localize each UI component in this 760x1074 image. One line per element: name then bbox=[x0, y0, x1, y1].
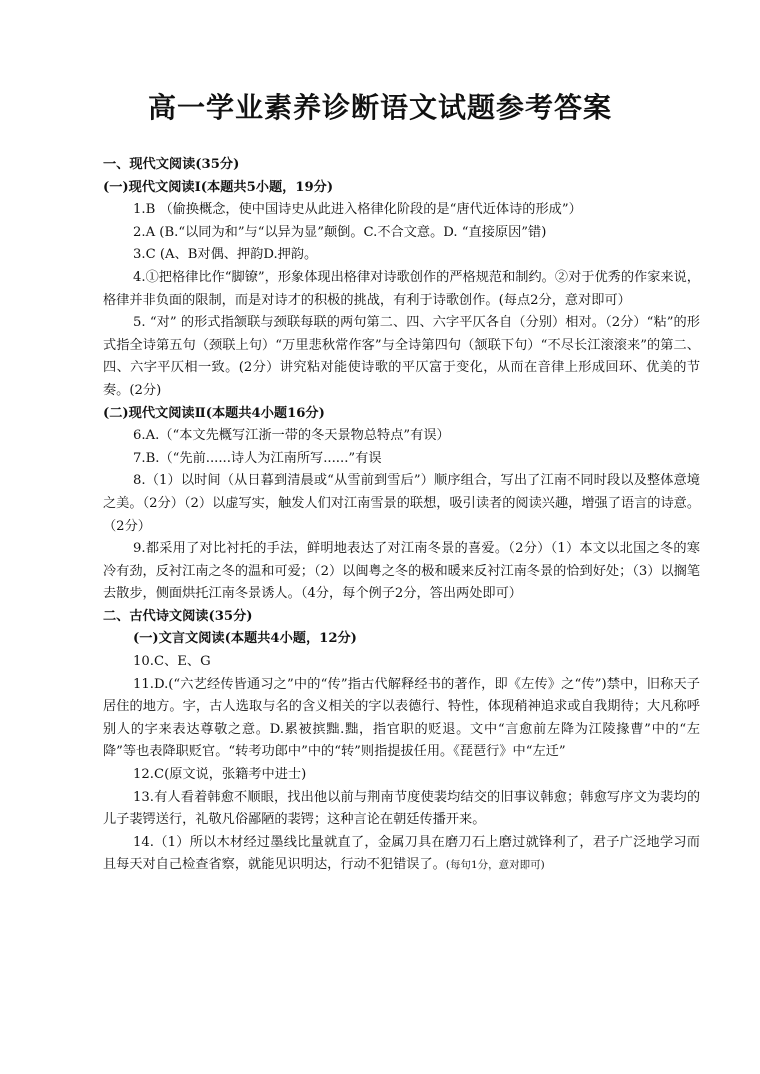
answer-item bbox=[103, 787, 700, 832]
answer-item bbox=[103, 538, 700, 606]
answer-item bbox=[103, 267, 700, 312]
paragraph-text: 12.C(原文说，张籍考中进士) bbox=[133, 767, 307, 783]
subsection-heading bbox=[103, 177, 700, 200]
paragraph-text: 1.B （偷换概念，使中国诗史从此进入格律化阶段的是“唐代近体诗的形成”） bbox=[133, 202, 582, 218]
paragraph-text: 7.B.（“先前......诗人为江南所写......”有误 bbox=[133, 450, 382, 466]
answer-item bbox=[103, 448, 700, 471]
page-title: 高一学业素养诊断语文试题参考答案 bbox=[147, 91, 612, 124]
answer-item bbox=[103, 674, 700, 764]
paragraph-text: (二)现代文阅读Ⅱ(本题共4小题16分) bbox=[103, 405, 325, 421]
section-heading bbox=[103, 606, 700, 629]
answer-item bbox=[103, 832, 700, 877]
paragraph-text: (一)文言文阅读(本题共4小题，12分) bbox=[133, 631, 357, 647]
paragraph-text: 11.D.(“六艺经传皆通习之”中的“传”指古代解释经书的著作，即《左传》之“传”)禁中，旧称天子居住的地方。字，古人选取与名的含义相关的字以表德行、特性，体现稍神追求或自我期待；大凡称呼别人的字来表达尊敬之意。D.累被摈黜.黜，指官职的贬退。文中“言愈前左降为江陵掾曹”中的“左降”等也表降职贬官。“转考功郎中”中的“转”则指提拔任用。《琵琶行》中“左迁” bbox=[103, 676, 700, 760]
section-heading bbox=[103, 154, 700, 177]
paragraph-text: 14.（1）所以木材经过墨线比量就直了，金属刀具在磨刀石上磨过就锋利了，君子广泛地学习而且每天对自己检查省察，就能见识明达，行动不犯错误了。 bbox=[103, 834, 700, 873]
answer-item bbox=[103, 244, 700, 267]
answer-item bbox=[103, 651, 700, 674]
answer-item bbox=[103, 199, 700, 222]
paragraph-text: (一)现代文阅读Ⅰ(本题共5小题，19分) bbox=[103, 179, 334, 195]
answer-item bbox=[103, 470, 700, 538]
answer-item bbox=[103, 222, 700, 245]
subsection-heading bbox=[103, 628, 700, 651]
paragraph-text: 4.①把格律比作“脚镣”，形象体现出格律对诗歌创作的严格规范和制约。②对于优秀的作家来说，格律并非负面的限制，而是对诗才的积极的挑战，有利于诗歌创作。(每点2分，意对即可） bbox=[103, 269, 700, 308]
paragraph-text: 一、现代文阅读(35分) bbox=[103, 157, 240, 172]
answer-item bbox=[103, 425, 700, 448]
paragraph-text: 二、古代诗文阅读(35分) bbox=[103, 608, 253, 624]
subsection-heading bbox=[103, 403, 700, 426]
answer-item bbox=[103, 312, 700, 402]
paragraph-text: 2.A (B.“以同为和”与“以异为显”颠倒。C.不合文意。D. “直接原因”错) bbox=[133, 224, 547, 240]
paragraph-text: 3.C (A、B对偶、押韵D.押韵。 bbox=[133, 247, 318, 263]
paragraph-text: 9.都采用了对比衬托的手法，鲜明地表达了对江南冬景的喜爱。（2分）（1）本文以北国之冬的寒冷有劲，反衬江南之冬的温和可爱；（2）以闽粤之冬的极和暖来反衬江南冬景的恰到好处；（3）以搁笔去散步，侧面烘托江南冬景诱人。（4分，每个例子2分，答出两处即可） bbox=[103, 541, 701, 602]
paragraph-text: 6.A.（“本文先概写江浙一带的冬天景物总特点”有误） bbox=[133, 428, 450, 444]
scoring-note: (每句1分，意对即可) bbox=[445, 859, 545, 872]
paragraph-text: 8.（1）以时间（从日暮到清晨或“从雪前到雪后”）顺序组合，写出了江南不同时段以及整体意境之美。（2分）（2）以虚写实，触发人们对江南雪景的联想，吸引读者的阅读兴趣，增强了语言的诗意。（2分） bbox=[103, 473, 701, 534]
answer-content bbox=[103, 154, 700, 877]
paragraph-text: 10.C、E、G bbox=[133, 654, 211, 670]
answer-item bbox=[103, 764, 700, 787]
paragraph-text: 13.有人看着韩愈不顺眼，找出他以前与荆南节度使裴均结交的旧事议韩愈；韩愈写序文为裴均的儿子裴锷送行，礼敬凡俗鄙陋的裴锷；这种言论在朝廷传播开来。 bbox=[103, 789, 700, 828]
paragraph-text: 5. “对” 的形式指颔联与颈联每联的两句第二、四、六字平仄各自（分别）相对。（2分）“粘”的形式指全诗第五句（颈联上句）“万里悲秋常作客”与全诗第四句（颔联下句）“不尽长江滚滚来”的第二、四、六字平仄相一致。(2分）讲究粘对能使诗歌的平仄富于变化，从而在音律上形成回环、优美的节奏。(2分) bbox=[103, 315, 700, 398]
